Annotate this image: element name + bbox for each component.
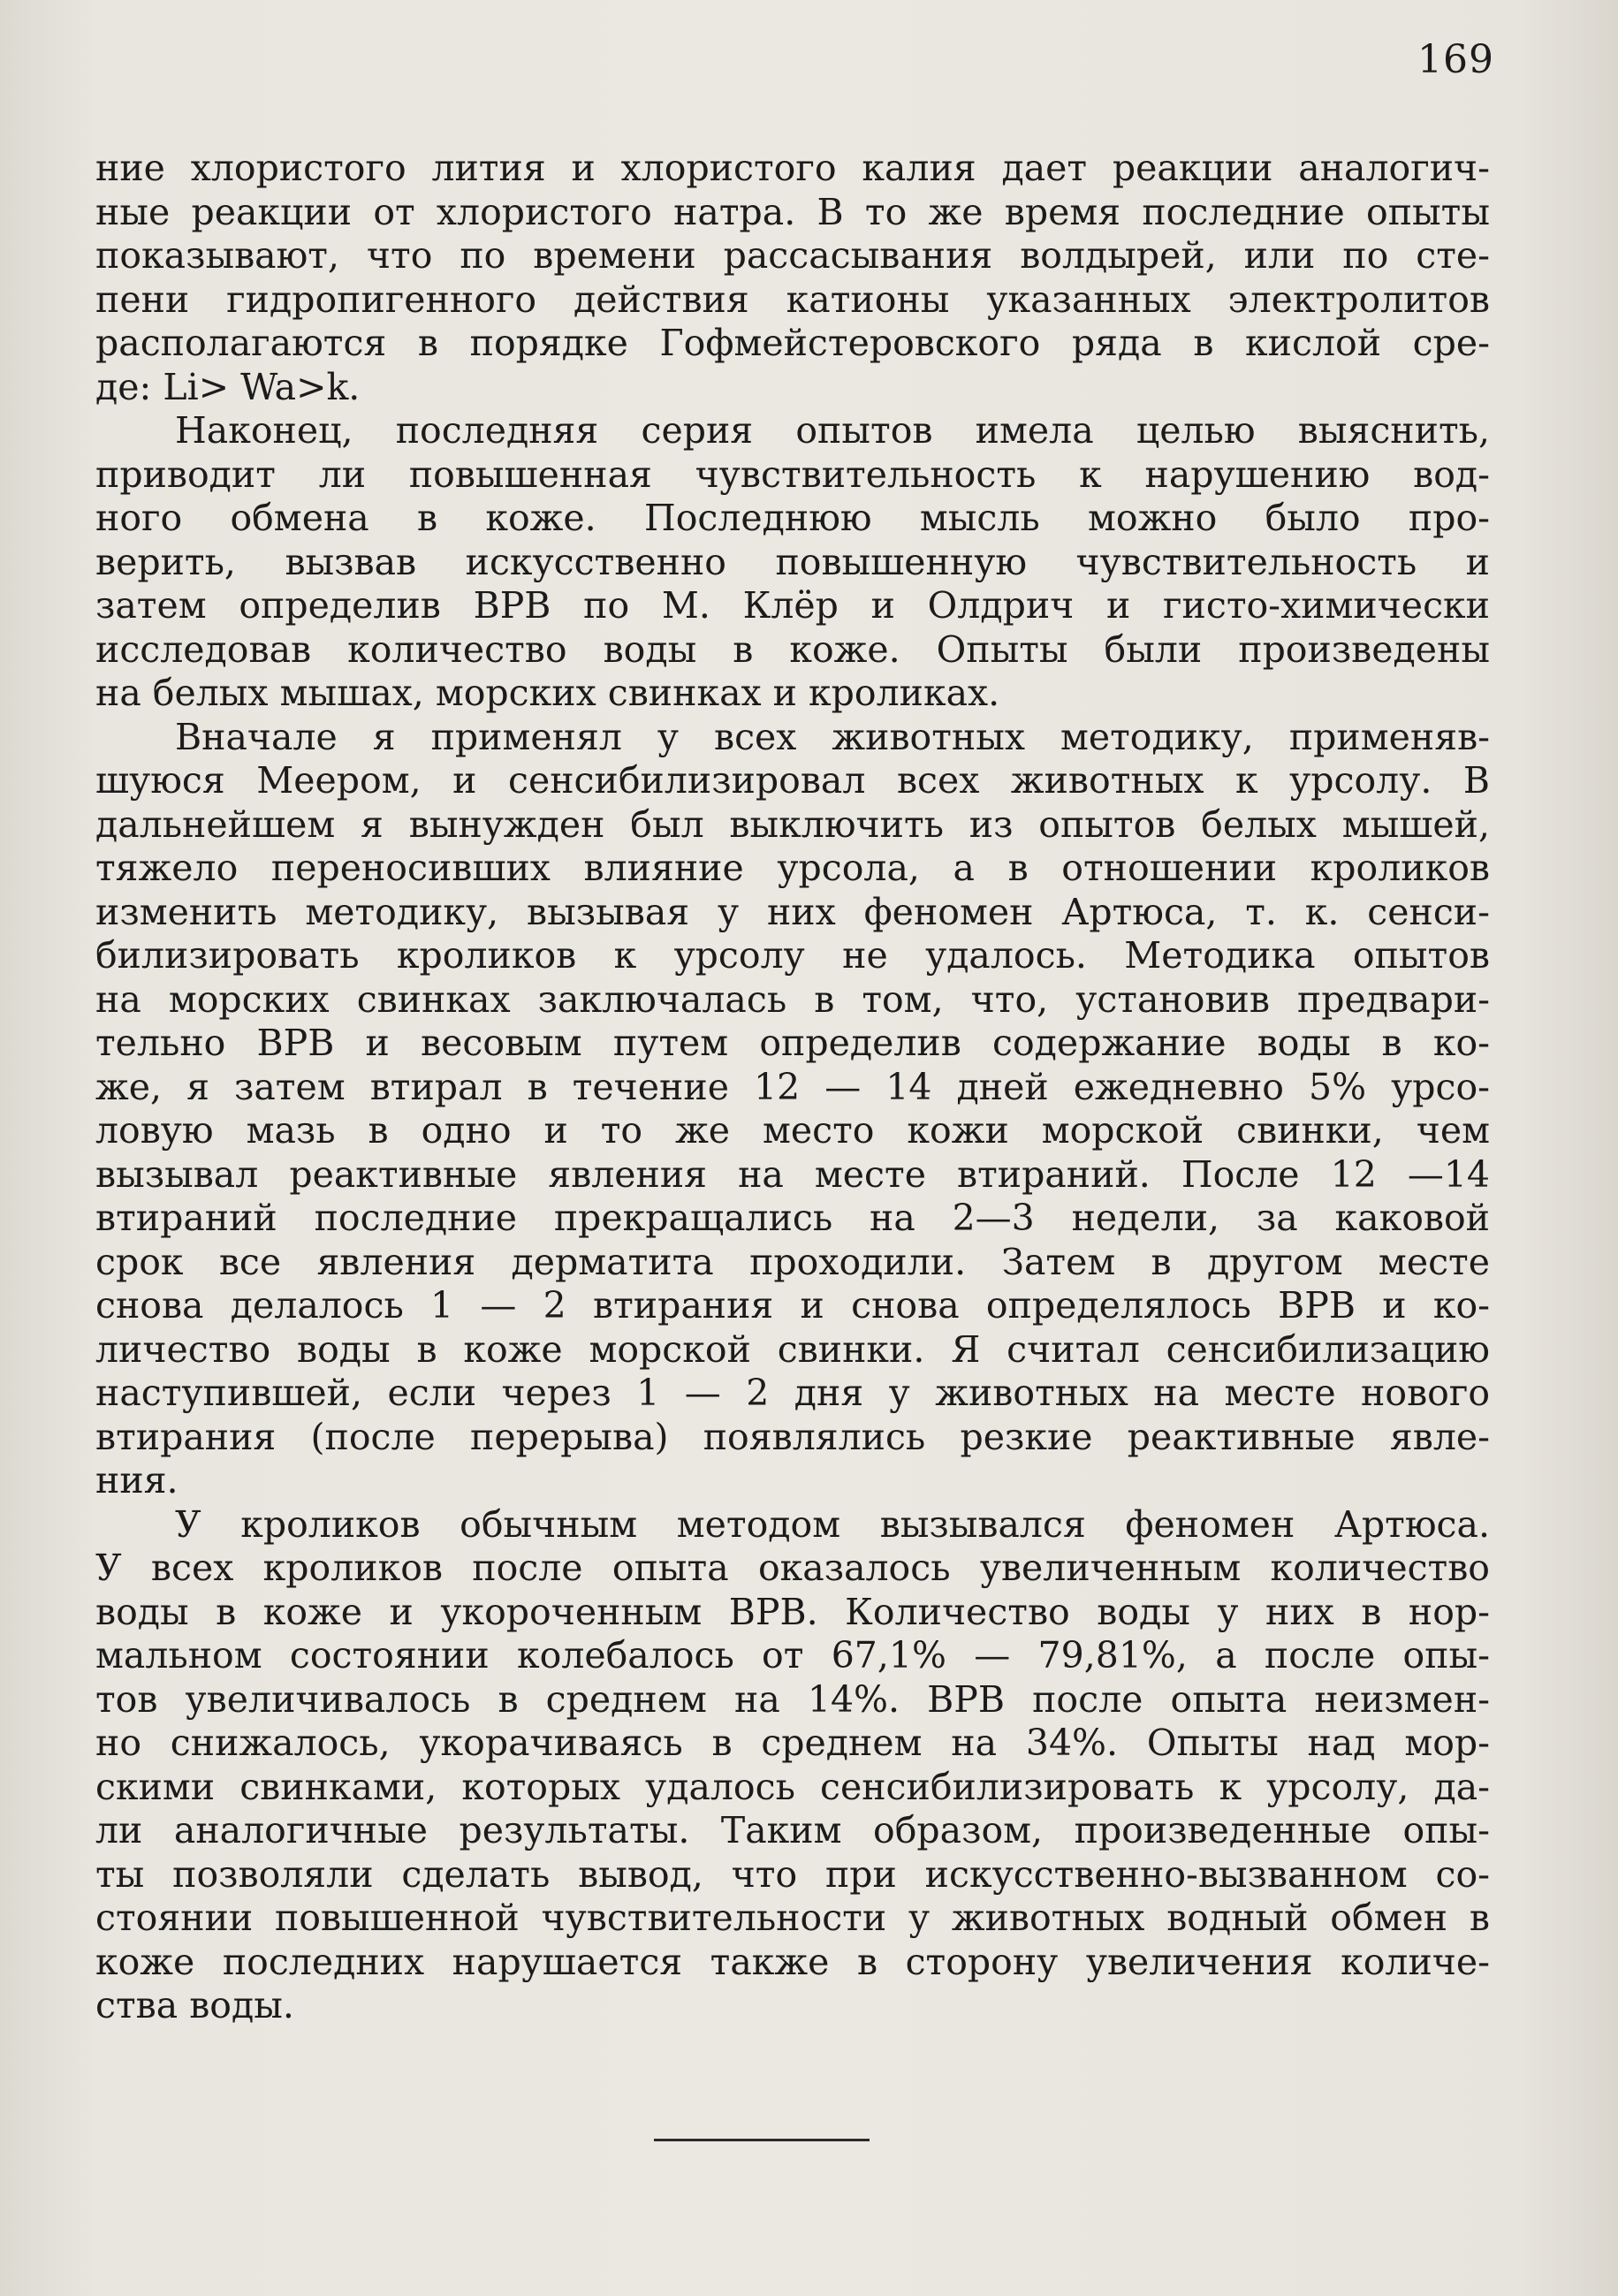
text-line: показывают, что по времени рассасывания волдырей, или по сте- bbox=[95, 234, 1490, 277]
text-line: личество воды в коже морской свинки. Я считал сенсибилизацию bbox=[95, 1327, 1490, 1371]
text-line: ли аналогичные результаты. Таким образом, произведенные опы- bbox=[95, 1809, 1490, 1851]
text-line: верить, вызвав искусственно повышенную чувствительность и bbox=[95, 540, 1490, 583]
section-end-rule bbox=[654, 2139, 870, 2141]
text-line: ние хлористого лития и хлористого калия дает реакции аналогич- bbox=[95, 147, 1490, 189]
text-line: втирания (после перерыва) появлялись резкие реактивные явле- bbox=[95, 1415, 1490, 1458]
text-line: срок все явления дерматита проходили. Затем в другом месте bbox=[95, 1240, 1490, 1283]
body-text bbox=[95, 147, 1490, 2028]
text-line: де: Li> Wa>k. bbox=[95, 365, 361, 408]
text-line: стоянии повышенной чувствительности у животных водный обмен в bbox=[95, 1897, 1490, 1939]
text-line: У кроликов обычным методом вызывался феномен Артюса. bbox=[175, 1502, 1490, 1546]
text-line: тов увеличивалось в среднем на 14%. ВРВ после опыта неизмен- bbox=[95, 1677, 1490, 1721]
paragraph bbox=[95, 147, 1490, 409]
text-line: Наконец, последняя серия опытов имела целью выяснить, bbox=[175, 409, 1490, 452]
text-line: ния. bbox=[95, 1459, 179, 1502]
text-line: наступившей, если через 1 — 2 дня у животных на месте нового bbox=[95, 1372, 1490, 1414]
text-line: исследовав количество воды в коже. Опыты были произведены bbox=[95, 627, 1490, 671]
text-line: располагаются в порядке Гофмейстеровского ряда в кислой сре- bbox=[95, 322, 1490, 364]
text-line: на морских свинках заключалась в том, что, установив предвари- bbox=[95, 977, 1490, 1021]
text-line: но снижалось, укорачиваясь в среднем на 34%. Опыты над мор- bbox=[95, 1722, 1490, 1764]
text-line: дальнейшем я вынужден был выключить из опытов белых мышей, bbox=[95, 802, 1490, 846]
text-line: мальном состоянии колебалось от 67,1% — 79,81%, а после опы- bbox=[95, 1634, 1490, 1676]
text-line: же, я затем втирал в течение 12 — 14 дней ежедневно 5% урсо- bbox=[95, 1065, 1490, 1108]
text-line: ные реакции от хлористого натра. В то же время последние опыты bbox=[95, 190, 1490, 233]
text-line: скими свинками, которых удалось сенсибилизировать к урсолу, да- bbox=[95, 1765, 1490, 1808]
paragraph bbox=[95, 716, 1490, 1503]
text-line: на белых мышах, морских свинках и кроликах. bbox=[95, 672, 1000, 714]
text-line: вызывал реактивные явления на месте втираний. После 12 —14 bbox=[95, 1152, 1490, 1196]
text-line: коже последних нарушается также в сторону увеличения количе- bbox=[95, 1940, 1490, 1983]
text-line: пени гидропигенного действия катионы указанных электролитов bbox=[95, 277, 1490, 321]
text-line: воды в коже и укороченным ВРВ. Количество воды у них в нор- bbox=[95, 1590, 1490, 1633]
text-line: билизировать кроликов к урсолу не удалось. Методика опытов bbox=[95, 934, 1490, 977]
text-line: ства воды. bbox=[95, 1984, 294, 2026]
text-line: втираний последние прекращались на 2—3 недели, за каковой bbox=[95, 1197, 1490, 1239]
text-line: изменить методику, вызывая у них феномен Артюса, т. к. сенси- bbox=[95, 890, 1490, 933]
text-line: снова делалось 1 — 2 втирания и снова определялось ВРВ и ко- bbox=[95, 1284, 1490, 1327]
text-line: тельно ВРВ и весовым путем определив содержание воды в ко- bbox=[95, 1022, 1490, 1064]
text-line: Вначале я применял у всех животных методику, применяв- bbox=[175, 715, 1490, 758]
text-line: ты позволяли сделать вывод, что при искусственно-вызванном со- bbox=[95, 1852, 1490, 1896]
text-line: ного обмена в коже. Последнюю мысль можно было про- bbox=[95, 497, 1490, 539]
text-line: тяжело переносивших влияние урсола, а в отношении кроликов bbox=[95, 847, 1490, 889]
text-line: ловую мазь в одно и то же место кожи морской свинки, чем bbox=[95, 1109, 1490, 1152]
text-line: затем определив ВРВ по М. Клёр и Олдрич и гисто-химически bbox=[95, 584, 1490, 627]
text-line: приводит ли повышенная чувствительность к нарушению вод- bbox=[95, 452, 1490, 496]
text-line: У всех кроликов после опыта оказалось увеличенным количество bbox=[95, 1547, 1490, 1589]
paragraph bbox=[95, 409, 1490, 716]
page-number: 169 bbox=[1417, 37, 1494, 82]
text-line: шуюся Меером, и сенсибилизировал всех животных к урсолу. В bbox=[95, 759, 1490, 802]
paragraph bbox=[95, 1503, 1490, 2028]
